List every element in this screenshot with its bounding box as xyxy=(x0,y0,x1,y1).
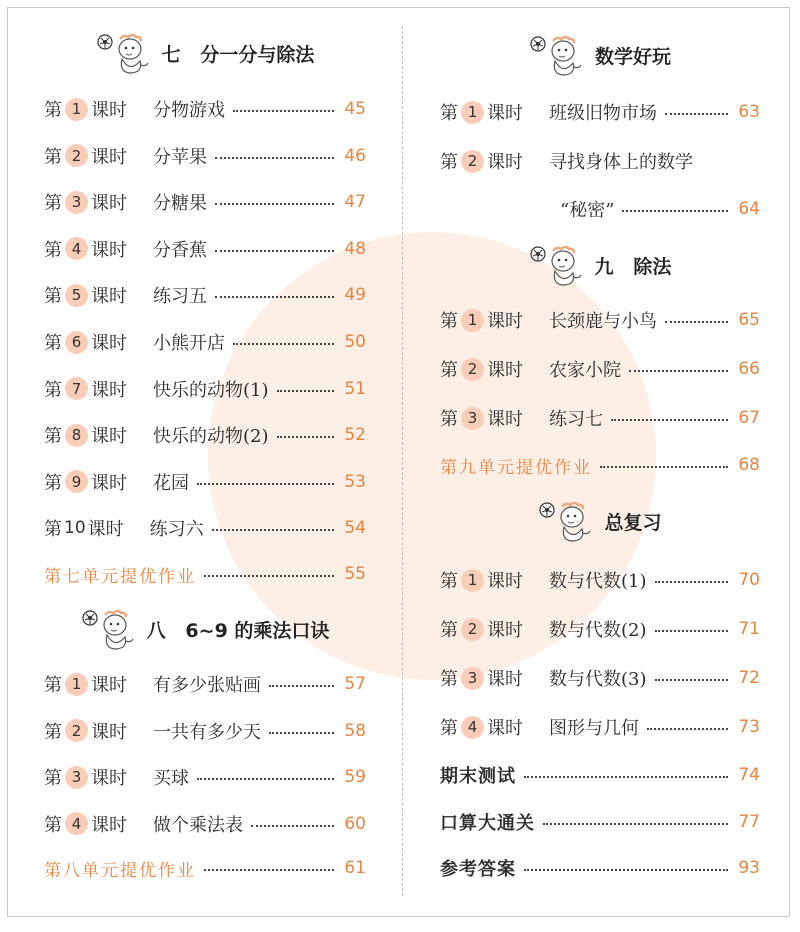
lesson-suffix: 课时 xyxy=(91,146,127,168)
lesson-prefix: 第 xyxy=(44,379,62,401)
fun-continued-row[interactable] xyxy=(440,192,760,226)
lesson-prefix: 第 xyxy=(440,718,458,739)
lesson-number-badge: 3 xyxy=(65,191,88,214)
page-number: 71 xyxy=(738,619,760,639)
lesson-number-badge: 4 xyxy=(65,237,88,260)
lesson-suffix: 课时 xyxy=(91,768,127,789)
page-number: 54 xyxy=(344,518,366,539)
dinosaur-mascot-icon xyxy=(96,31,152,75)
page-number: 45 xyxy=(344,99,366,119)
entry-title: 数与代数(3) xyxy=(549,669,647,690)
lesson-number-badge: 7 xyxy=(65,377,88,400)
leader-dots xyxy=(251,825,334,827)
lesson-suffix: 课时 xyxy=(91,333,127,354)
toc-entry[interactable] xyxy=(440,144,760,178)
lesson-suffix: 课时 xyxy=(487,311,523,332)
page-number: 46 xyxy=(344,145,366,166)
toc-entry[interactable] xyxy=(44,667,366,701)
lesson-prefix: 第 xyxy=(440,669,458,690)
lesson-suffix: 课时 xyxy=(91,472,127,494)
entry-title: 分物游戏 xyxy=(153,100,225,121)
unit9-extra-row[interactable] xyxy=(440,448,760,482)
lesson-prefix: 第 xyxy=(44,768,62,789)
toc-entry[interactable] xyxy=(440,95,760,129)
dinosaur-mascot-icon xyxy=(538,499,594,543)
leader-dots xyxy=(269,685,334,687)
toc-entry[interactable] xyxy=(440,805,760,839)
lesson-prefix: 第 xyxy=(44,721,62,743)
entry-title: 参考答案 xyxy=(440,859,516,880)
lesson-number-badge: 9 xyxy=(65,470,88,493)
page-number: 58 xyxy=(344,720,366,741)
entry-title: 口算大通关 xyxy=(440,812,535,834)
dinosaur-mascot-icon xyxy=(529,33,585,77)
entry-title: 花园 xyxy=(153,472,189,494)
leader-dots xyxy=(215,203,334,205)
entry-title: 分糖果 xyxy=(153,193,207,215)
toc-entry[interactable] xyxy=(44,807,366,841)
toc-entry[interactable] xyxy=(44,465,366,499)
page-number: 64 xyxy=(738,199,760,219)
lesson-number-badge: 1 xyxy=(461,101,484,124)
lesson-suffix: 课时 xyxy=(487,103,523,124)
entry-title: 快乐的动物(2) xyxy=(153,426,269,448)
lesson-prefix: 第 xyxy=(44,239,62,261)
leader-dots xyxy=(215,157,334,159)
leader-dots xyxy=(277,390,335,392)
toc-entry[interactable] xyxy=(44,714,366,748)
leader-dots xyxy=(647,728,728,730)
section-heading-unit7: 七 分一分与除法 xyxy=(44,28,366,78)
section-heading-unit9: 九 除法 xyxy=(440,240,760,290)
toc-entry[interactable] xyxy=(440,758,760,792)
entry-title: 快乐的动物(1) xyxy=(153,379,269,401)
leader-dots xyxy=(665,113,728,115)
entry-title: 练习五 xyxy=(153,286,207,308)
lesson-number-badge: 3 xyxy=(461,407,484,430)
page-number: 73 xyxy=(738,717,760,737)
lesson-number-badge: 2 xyxy=(461,150,484,173)
entry-title: 练习七 xyxy=(549,409,603,430)
entry-title: 分香蕉 xyxy=(153,239,207,261)
lesson-prefix: 第 xyxy=(440,409,458,430)
lesson-suffix: 课时 xyxy=(91,100,127,121)
page-number: 47 xyxy=(344,192,366,213)
lesson-prefix: 第 xyxy=(44,286,62,308)
entry-title: 班级旧物市场 xyxy=(549,103,657,124)
page-number: 57 xyxy=(344,674,366,694)
lesson-prefix: 第 xyxy=(44,426,62,448)
lesson-suffix: 课时 xyxy=(91,193,127,215)
page-number: 70 xyxy=(738,570,760,590)
lesson-prefix: 第 xyxy=(44,146,62,168)
page-number: 53 xyxy=(344,471,366,492)
entry-title: “秘密” xyxy=(560,200,615,221)
toc-entry[interactable] xyxy=(44,418,366,452)
leader-dots xyxy=(197,483,334,485)
entry-title: 一共有多少天 xyxy=(153,721,261,743)
page-number: 63 xyxy=(738,102,760,122)
lesson-suffix: 课时 xyxy=(487,409,523,430)
page-number: 68 xyxy=(738,455,760,475)
leader-dots xyxy=(524,869,728,871)
dinosaur-mascot-icon xyxy=(81,607,137,651)
entry-title: 第九单元提优作业 xyxy=(440,457,592,478)
lesson-prefix: 第 xyxy=(44,100,62,121)
lesson-suffix: 课时 xyxy=(487,669,523,690)
dinosaur-mascot-icon xyxy=(529,243,585,287)
section-heading-unit8: 八 6~9 的乘法口诀 xyxy=(44,604,366,654)
lesson-suffix: 课时 xyxy=(487,152,523,173)
page-number: 65 xyxy=(738,310,760,330)
lesson-suffix: 课时 xyxy=(91,426,127,448)
entry-title: 长颈鹿与小鸟 xyxy=(549,311,657,332)
entry-title: 期末测试 xyxy=(440,766,516,787)
toc-entry[interactable] xyxy=(44,139,366,173)
entry-title: 寻找身体上的数学 xyxy=(549,152,693,173)
toc-entry[interactable] xyxy=(440,401,760,435)
lesson-number-badge: 4 xyxy=(65,812,88,835)
entry-title: 小熊开店 xyxy=(153,333,225,354)
page-number: 72 xyxy=(738,668,760,688)
lesson-suffix: 课时 xyxy=(91,721,127,743)
toc-entry[interactable] xyxy=(440,612,760,646)
entry-title: 图形与几何 xyxy=(549,718,639,739)
lesson-number-badge: 4 xyxy=(461,716,484,739)
entry-title: 数与代数(2) xyxy=(549,620,647,641)
lesson-number-badge: 2 xyxy=(65,719,88,742)
page-number: 77 xyxy=(738,811,760,832)
leader-dots xyxy=(622,210,728,212)
leader-dots xyxy=(277,436,335,438)
leader-dots xyxy=(655,679,729,681)
leader-dots xyxy=(611,419,728,421)
toc-entry[interactable] xyxy=(44,511,366,545)
lesson-prefix: 第 xyxy=(44,675,62,696)
lesson-prefix: 第 xyxy=(440,620,458,641)
page-number: 52 xyxy=(344,425,366,446)
unit8-extra-row[interactable] xyxy=(44,851,366,885)
toc-entry[interactable] xyxy=(440,661,760,695)
lesson-suffix: 课时 xyxy=(487,718,523,739)
lesson-number-badge: 3 xyxy=(461,667,484,690)
lesson-suffix: 课时 xyxy=(91,286,127,308)
page-number: 74 xyxy=(738,765,760,785)
entry-title: 练习六 xyxy=(149,519,204,541)
page-number: 93 xyxy=(738,858,760,878)
lesson-suffix: 课时 xyxy=(91,239,127,261)
leader-dots xyxy=(655,581,729,583)
page-number: 60 xyxy=(344,813,366,834)
leader-dots xyxy=(204,869,334,871)
toc-entry[interactable] xyxy=(440,710,760,744)
lesson-number-badge: 2 xyxy=(65,144,88,167)
entry-title: 分苹果 xyxy=(153,146,207,168)
leader-dots xyxy=(215,250,334,252)
lesson-number-badge: 1 xyxy=(65,98,88,121)
leader-dots xyxy=(233,343,334,345)
lesson-number-badge: 5 xyxy=(65,284,88,307)
leader-dots xyxy=(215,296,334,298)
lesson-number-badge: 2 xyxy=(461,618,484,641)
toc-entry[interactable] xyxy=(44,278,366,312)
lesson-number-badge: 8 xyxy=(65,424,88,447)
page-number: 61 xyxy=(344,858,366,878)
lesson-number-badge: 10 xyxy=(64,518,86,539)
lesson-suffix: 课时 xyxy=(487,571,523,592)
page-number: 55 xyxy=(344,564,366,584)
lesson-prefix: 第 xyxy=(440,311,458,332)
lesson-suffix: 课时 xyxy=(91,379,127,401)
lesson-number-badge: 3 xyxy=(65,766,88,789)
toc-entry[interactable] xyxy=(440,851,760,885)
toc-entry[interactable] xyxy=(44,92,366,126)
lesson-number-badge: 6 xyxy=(65,331,88,354)
toc-entry[interactable] xyxy=(440,352,760,386)
leader-dots xyxy=(269,732,334,734)
lesson-suffix: 课时 xyxy=(487,620,523,641)
page-number: 59 xyxy=(344,767,366,787)
lesson-number-badge: 2 xyxy=(461,358,484,381)
lesson-prefix: 第 xyxy=(440,152,458,173)
leader-dots xyxy=(233,110,334,112)
page-number: 49 xyxy=(344,285,366,306)
toc-entry[interactable] xyxy=(44,325,366,359)
leader-dots xyxy=(212,529,334,531)
toc-entry[interactable] xyxy=(44,232,366,266)
entry-title: 第八单元提优作业 xyxy=(44,860,196,881)
lesson-prefix: 第 xyxy=(44,519,62,541)
lesson-suffix: 课时 xyxy=(487,360,523,381)
toc-entry[interactable] xyxy=(440,563,760,597)
entry-title: 数与代数(1) xyxy=(549,571,647,592)
lesson-number-badge: 1 xyxy=(65,673,88,696)
entry-title: 第七单元提优作业 xyxy=(44,566,196,587)
toc-entry[interactable] xyxy=(44,185,366,219)
page-number: 67 xyxy=(738,408,760,428)
lesson-suffix: 课时 xyxy=(91,675,127,696)
leader-dots xyxy=(655,630,729,632)
leader-dots xyxy=(543,823,728,825)
lesson-prefix: 第 xyxy=(440,360,458,381)
section-heading-fun: 数学好玩 xyxy=(440,30,760,80)
toc-entry[interactable] xyxy=(44,760,366,794)
toc-entry[interactable] xyxy=(440,303,760,337)
leader-dots xyxy=(197,778,334,780)
leader-dots xyxy=(665,321,728,323)
lesson-suffix: 课时 xyxy=(87,519,124,541)
toc-entry[interactable] xyxy=(44,372,366,406)
page-number: 51 xyxy=(344,378,366,399)
leader-dots xyxy=(629,370,728,372)
lesson-prefix: 第 xyxy=(44,333,62,354)
page-number: 66 xyxy=(738,359,760,379)
lesson-prefix: 第 xyxy=(440,571,458,592)
page-number: 48 xyxy=(344,238,366,259)
lesson-number-badge: 1 xyxy=(461,309,484,332)
leader-dots xyxy=(524,776,728,778)
leader-dots xyxy=(600,466,728,468)
lesson-suffix: 课时 xyxy=(91,814,127,836)
entry-title: 做个乘法表 xyxy=(153,814,243,836)
lesson-prefix: 第 xyxy=(440,103,458,124)
entry-title: 有多少张贴画 xyxy=(153,675,261,696)
lesson-prefix: 第 xyxy=(44,814,62,836)
page-number: 50 xyxy=(344,332,366,352)
unit7-extra-row[interactable] xyxy=(44,557,366,591)
entry-title: 农家小院 xyxy=(549,360,621,381)
column-divider xyxy=(402,26,403,896)
lesson-prefix: 第 xyxy=(44,472,62,494)
lesson-prefix: 第 xyxy=(44,193,62,215)
leader-dots xyxy=(204,575,334,577)
entry-title: 买球 xyxy=(153,768,189,789)
section-heading-review: 总复习 xyxy=(440,496,760,546)
lesson-number-badge: 1 xyxy=(461,569,484,592)
